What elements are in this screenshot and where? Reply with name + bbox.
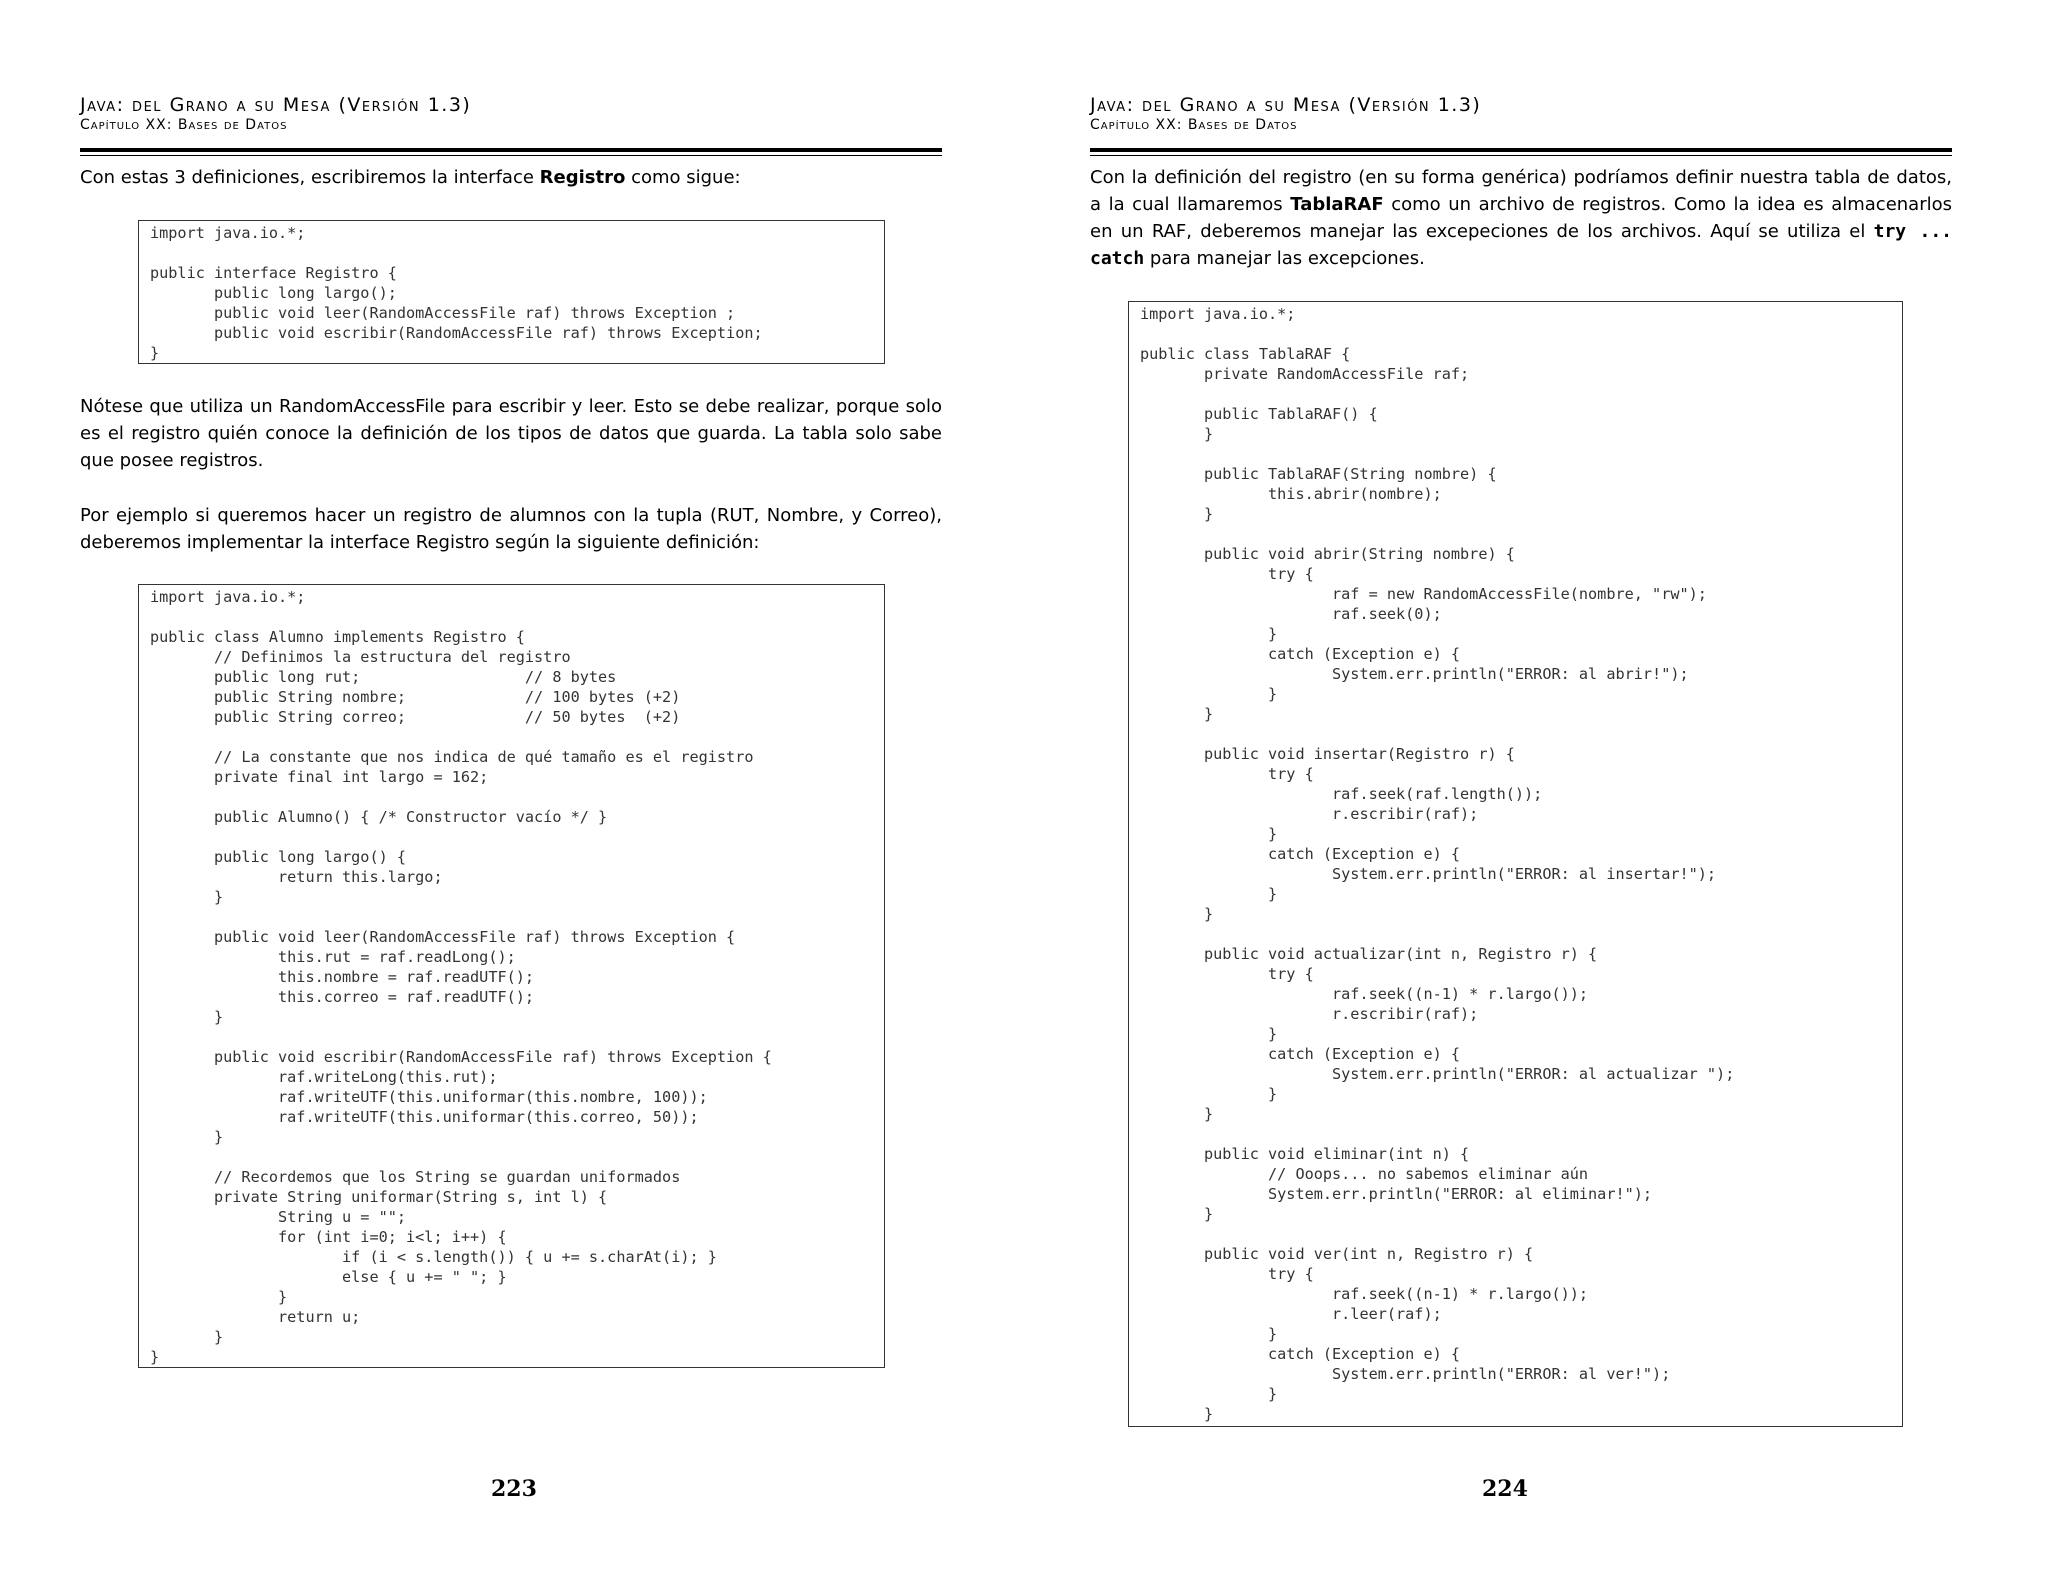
intro-text-mid: como un archivo de registros. Como la idea es almacenarlos en un RAF, deberemos manejar las excepeciones de los archivos. Aquí se utiliza el (1090, 194, 1952, 242)
header-rule-thin (80, 155, 942, 156)
right-page (1024, 0, 2048, 1582)
header-rule-thick (1090, 148, 1952, 152)
header-rule-thin (1090, 155, 1952, 156)
code-block-alumno (138, 584, 885, 1368)
page-header (1090, 94, 1950, 134)
page-header (80, 94, 940, 134)
example-paragraph: Por ejemplo si queremos hacer un registro de alumnos con la tupla (RUT, Nombre, y Correo), deberemos implementar la interface Registro según la siguiente definición: (80, 505, 942, 553)
code-registro: import java.io.*; public interface Registro { public long largo(); public void leer(RandomAccessFile raf) throws Exception ; public void escribir(RandomAccessFile raf) throws Exception; } (150, 224, 763, 362)
chapter-title: Capítulo XX: Bases de Datos (1090, 117, 1298, 133)
intro-paragraph (1090, 164, 1952, 272)
code-alumno: import java.io.*; public class Alumno implements Registro { // Definimos la estructura del registro public long rut; // 8 bytes public String nombre; // 100 bytes (+2) public String correo; // 50 bytes (+2) // La constante que nos indica de qué tamaño es el registro private final int largo = 162; public Alumno() { /* Constructor vacío */ } public long largo() { return this.largo; } public void leer(RandomAccessFile raf) throws Exception { this.rut = raf.readLong(); this.nombre = raf.readUTF(); this.correo = raf.readUTF(); } public void escribir(RandomAccessFile raf) throws Exception { raf.writeLong(this.rut); raf.writeUTF(this.uniformar(this.nombre, 100)); raf.writeUTF(this.uniformar(this.correo, 50)); } // Recordemos que los String se guardan uniformados private String uniformar(String s, int l) { String u = ""; for (int i=0; i<l; i++) { if (i < s.length()) { u += s.charAt(i); } else { u += " "; } } return u; } } (150, 588, 772, 1366)
code-block-tabla (1128, 301, 1903, 1427)
intro-paragraph (80, 164, 942, 191)
chapter-title: Capítulo XX: Bases de Datos (80, 117, 288, 133)
page-number: 224 (1482, 1476, 1528, 1502)
intro-bold-term: TablaRAF (1290, 194, 1384, 215)
book-title: Java: del Grano a su Mesa (Versión 1.3) (1090, 94, 1482, 116)
code-tabla: import java.io.*; public class TablaRAF { private RandomAccessFile raf; public TablaRAF() { } public TablaRAF(String nombre) { this.abrir(nombre); } public void abrir(String nombre) { try { raf = new RandomAccessFile(nombre, "rw"); raf.seek(0); } catch (Exception e) { System.err.println("ERROR: al abrir!"); } } public void insertar(Registro r) { try { raf.seek(raf.length()); r.escribir(raf); } catch (Exception e) { System.err.println("ERROR: al insertar!"); } } public void actualizar(int n, Registro r) { try { raf.seek((n-1) * r.largo()); r.escribir(raf); } catch (Exception e) { System.err.println("ERROR: al actualizar "); } } public void eliminar(int n) { // Ooops... no sabemos eliminar aún System.err.println("ERROR: al eliminar!"); } public void ver(int n, Registro r) { try { raf.seek((n-1) * r.largo()); r.leer(raf); } catch (Exception e) { System.err.println("ERROR: al ver!"); } } (1140, 305, 1735, 1423)
header-rule-thick (80, 148, 942, 152)
intro-bold-code: try ... catch (1090, 221, 1953, 269)
intro-text-end: como sigue: (625, 167, 741, 188)
intro-text: Con la definición del registro (en su forma genérica) podríamos definir nuestra tabla de datos, a la cual llamaremos (1090, 167, 1952, 215)
book-title: Java: del Grano a su Mesa (Versión 1.3) (80, 94, 472, 116)
intro-text: Con estas 3 definiciones, escribiremos la interface (80, 167, 540, 188)
intro-bold-term: Registro (539, 167, 626, 188)
code-block-registro (138, 220, 885, 364)
note-paragraph: Nótese que utiliza un RandomAccessFile para escribir y leer. Esto se debe realizar, porque solo es el registro quién conoce la definición de los tipos de datos que guarda. La tabla solo sabe que posee registros. (80, 396, 942, 471)
intro-text-end: para manejar las excepciones. (1144, 248, 1425, 269)
page-number: 223 (491, 1476, 537, 1502)
